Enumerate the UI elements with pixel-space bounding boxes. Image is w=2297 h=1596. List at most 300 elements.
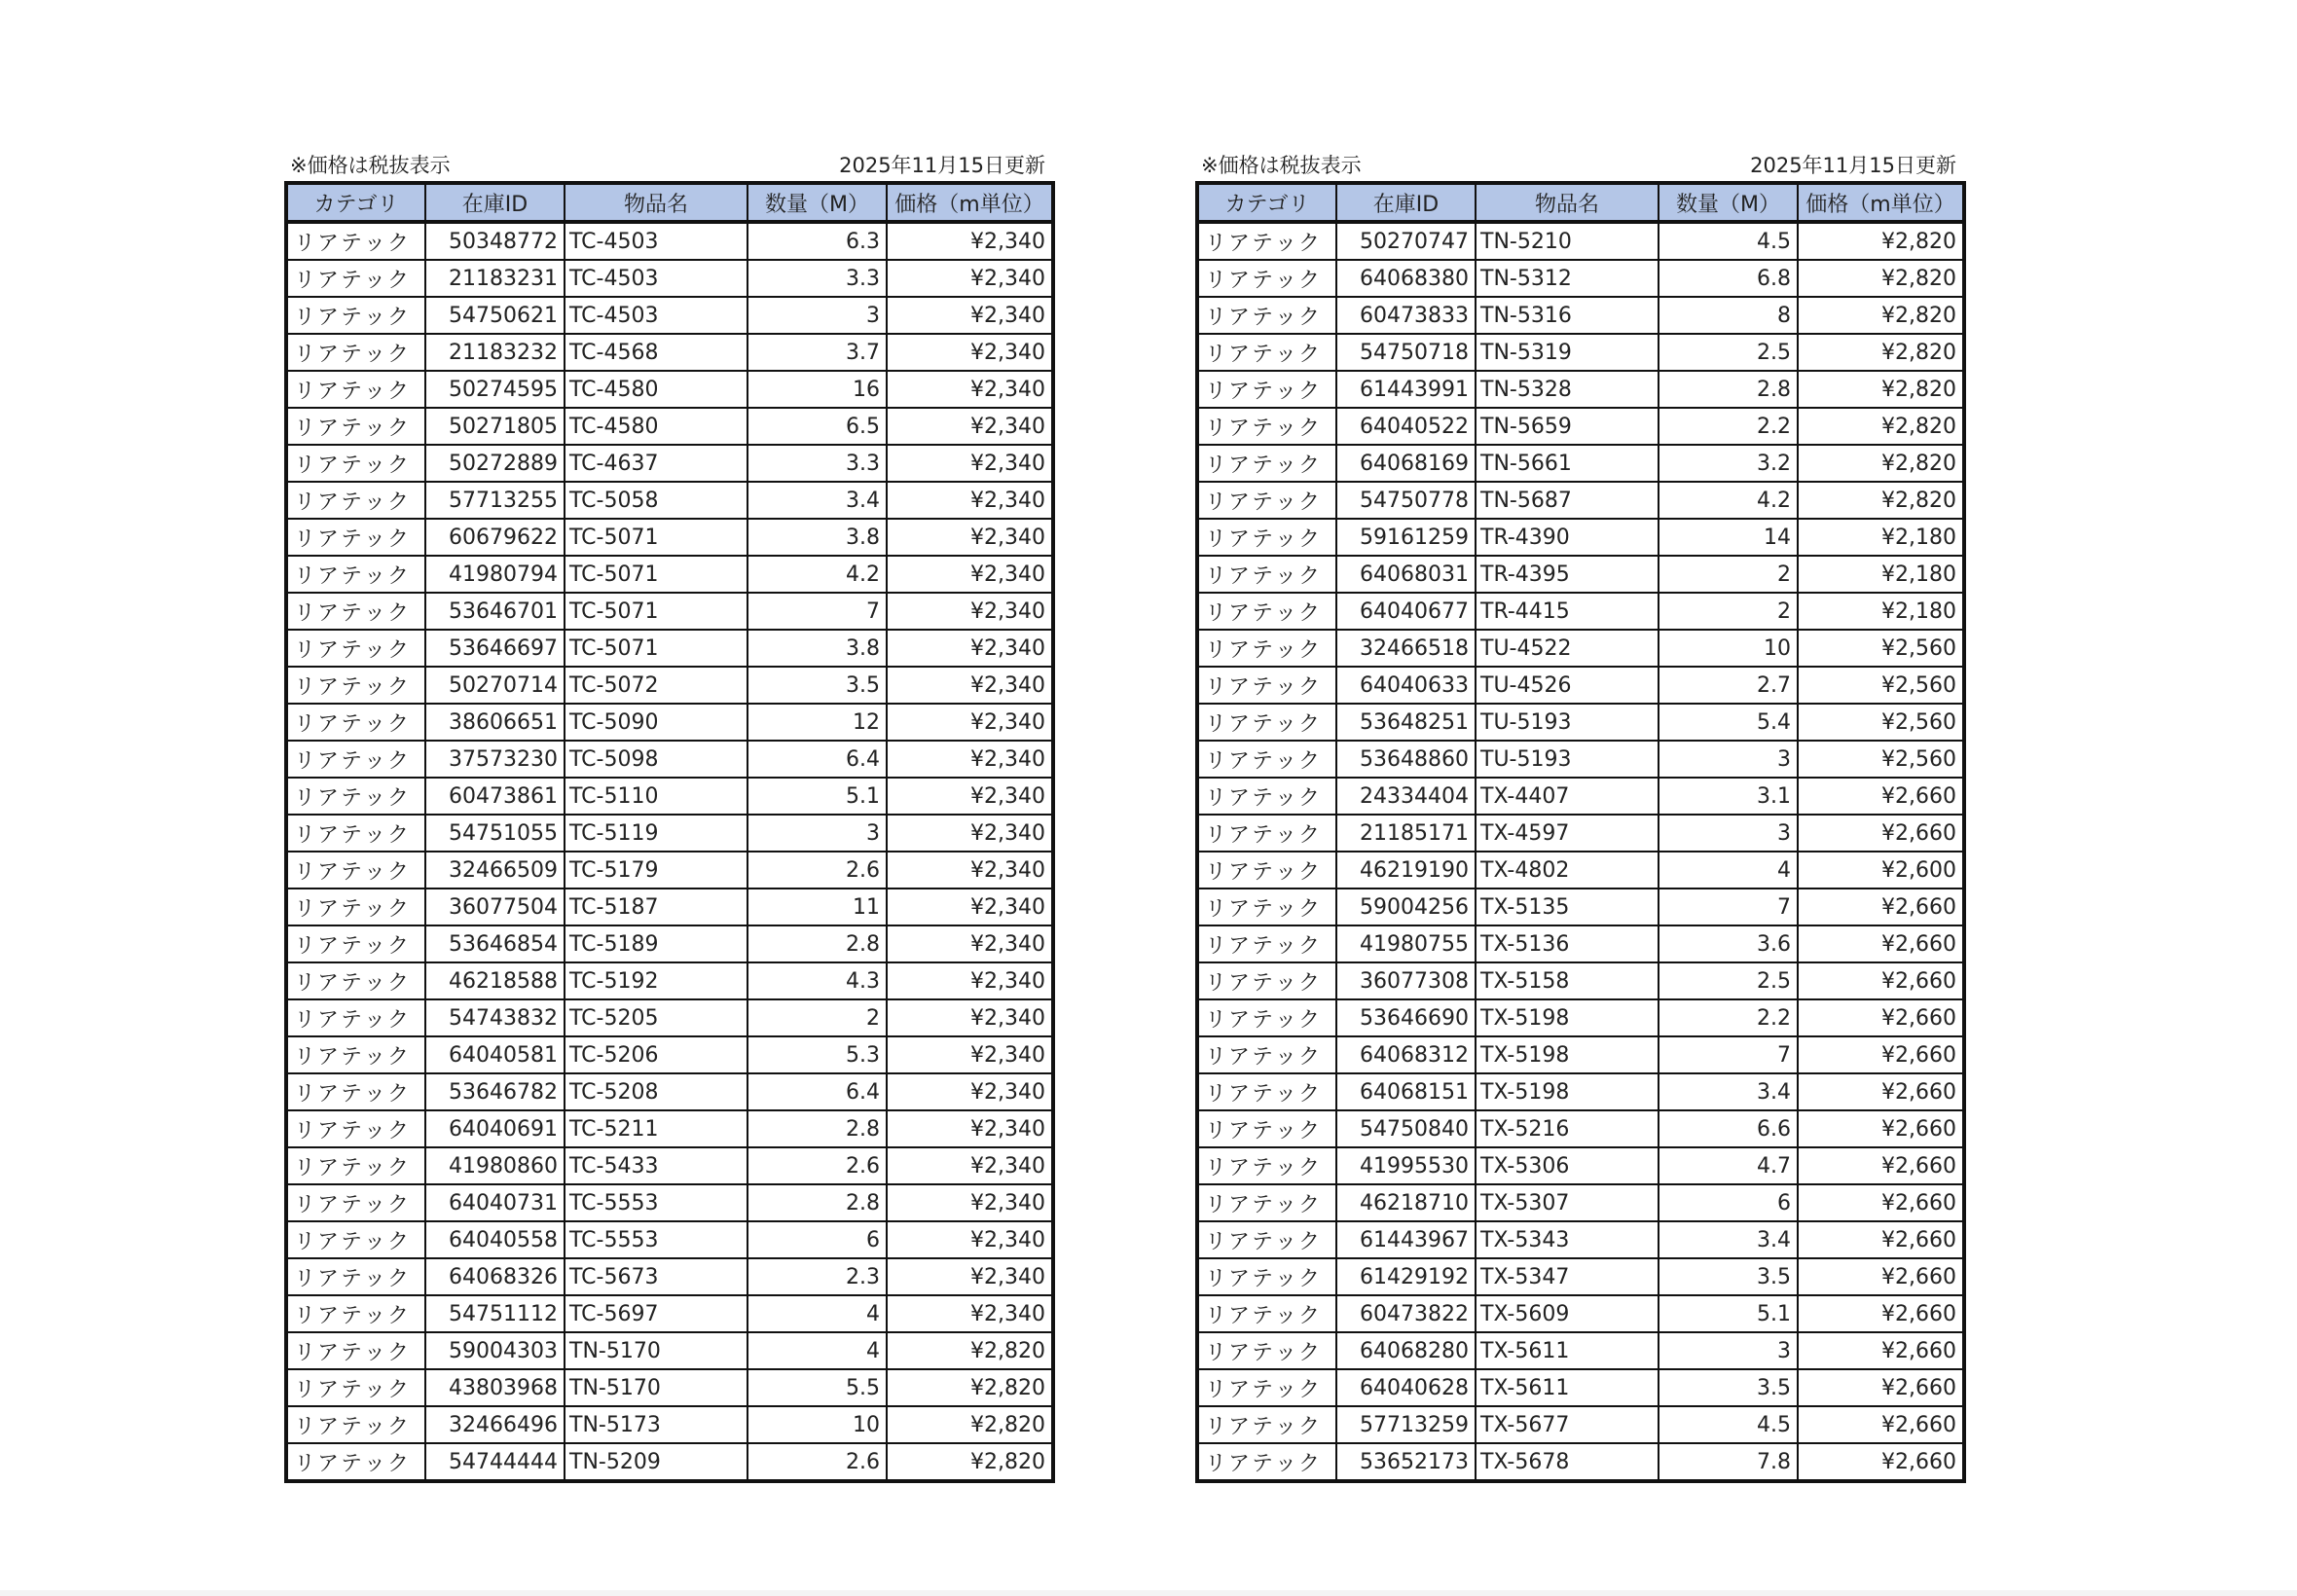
cell-stock-id: 54750718 <box>1336 334 1476 371</box>
cell-item-name: TU-4526 <box>1476 667 1659 704</box>
cell-stock-id: 54743832 <box>425 999 565 1036</box>
table-row <box>286 445 1053 482</box>
cell-price: ¥2,340 <box>887 556 1053 593</box>
page-footer-band <box>0 1590 2297 1596</box>
cell-item-name: TX-5198 <box>1476 999 1659 1036</box>
table-row <box>286 482 1053 519</box>
table-row <box>1197 408 1964 445</box>
cell-category: リアテック <box>286 889 425 925</box>
header-quantity: 数量（M） <box>747 183 887 222</box>
cell-quantity: 10 <box>747 1406 887 1443</box>
cell-category: リアテック <box>1197 1369 1336 1406</box>
cell-price: ¥2,340 <box>887 519 1053 556</box>
cell-quantity: 3.5 <box>1659 1258 1798 1295</box>
cell-category: リアテック <box>286 222 425 260</box>
cell-quantity: 16 <box>747 371 887 408</box>
cell-item-name: TC-5433 <box>565 1147 747 1184</box>
cell-stock-id: 60473822 <box>1336 1295 1476 1332</box>
cell-price: ¥2,340 <box>887 371 1053 408</box>
cell-quantity: 2.3 <box>747 1258 887 1295</box>
header-row <box>1197 183 1964 222</box>
cell-category: リアテック <box>286 260 425 297</box>
cell-item-name: TC-4503 <box>565 297 747 334</box>
cell-category: リアテック <box>286 371 425 408</box>
cell-price: ¥2,340 <box>887 334 1053 371</box>
tax-note: ※価格は税抜表示 <box>290 154 451 177</box>
cell-category: リアテック <box>1197 667 1336 704</box>
table-row <box>286 556 1053 593</box>
cell-price: ¥2,660 <box>1798 925 1964 962</box>
cell-quantity: 3.6 <box>1659 925 1798 962</box>
table-row <box>1197 1221 1964 1258</box>
cell-quantity: 4 <box>1659 852 1798 889</box>
cell-price: ¥2,340 <box>887 408 1053 445</box>
cell-item-name: TX-4597 <box>1476 815 1659 852</box>
cell-stock-id: 32466496 <box>425 1406 565 1443</box>
cell-category: リアテック <box>286 1258 425 1295</box>
cell-price: ¥2,560 <box>1798 704 1964 741</box>
table-row <box>1197 667 1964 704</box>
cell-stock-id: 64068280 <box>1336 1332 1476 1369</box>
cell-stock-id: 50270747 <box>1336 222 1476 260</box>
cell-stock-id: 64068380 <box>1336 260 1476 297</box>
cell-category: リアテック <box>1197 852 1336 889</box>
sheet-notes <box>1195 148 1962 181</box>
header-price: 価格（m単位） <box>887 183 1053 222</box>
cell-quantity: 6.4 <box>747 1073 887 1110</box>
cell-item-name: TC-4580 <box>565 371 747 408</box>
cell-price: ¥2,660 <box>1798 1147 1964 1184</box>
cell-stock-id: 21185171 <box>1336 815 1476 852</box>
table-row <box>1197 999 1964 1036</box>
table-row <box>1197 260 1964 297</box>
table-row <box>1197 297 1964 334</box>
cell-price: ¥2,660 <box>1798 1332 1964 1369</box>
cell-item-name: TX-5306 <box>1476 1147 1659 1184</box>
cell-price: ¥2,340 <box>887 630 1053 667</box>
cell-quantity: 3.5 <box>1659 1369 1798 1406</box>
table-row <box>286 1110 1053 1147</box>
cell-item-name: TC-4637 <box>565 445 747 482</box>
table-row <box>1197 1184 1964 1221</box>
cell-stock-id: 53648251 <box>1336 704 1476 741</box>
table-row <box>1197 889 1964 925</box>
cell-category: リアテック <box>286 445 425 482</box>
cell-stock-id: 53646697 <box>425 630 565 667</box>
cell-stock-id: 64068169 <box>1336 445 1476 482</box>
cell-stock-id: 57713259 <box>1336 1406 1476 1443</box>
cell-quantity: 3.4 <box>1659 1221 1798 1258</box>
cell-quantity: 3.4 <box>1659 1073 1798 1110</box>
cell-quantity: 3.8 <box>747 519 887 556</box>
cell-item-name: TX-5136 <box>1476 925 1659 962</box>
cell-category: リアテック <box>1197 1036 1336 1073</box>
cell-category: リアテック <box>1197 889 1336 925</box>
header-stock-id: 在庫ID <box>1336 183 1476 222</box>
cell-category: リアテック <box>286 408 425 445</box>
table-row <box>1197 1295 1964 1332</box>
cell-stock-id: 64040522 <box>1336 408 1476 445</box>
cell-category: リアテック <box>1197 1332 1336 1369</box>
cell-quantity: 2.5 <box>1659 962 1798 999</box>
cell-item-name: TC-5192 <box>565 962 747 999</box>
cell-price: ¥2,560 <box>1798 667 1964 704</box>
cell-stock-id: 50271805 <box>425 408 565 445</box>
cell-category: リアテック <box>286 334 425 371</box>
cell-price: ¥2,340 <box>887 1184 1053 1221</box>
cell-category: リアテック <box>286 925 425 962</box>
cell-price: ¥2,820 <box>1798 408 1964 445</box>
table-row <box>1197 482 1964 519</box>
cell-item-name: TX-4407 <box>1476 778 1659 815</box>
cell-item-name: TR-4395 <box>1476 556 1659 593</box>
cell-stock-id: 64068312 <box>1336 1036 1476 1073</box>
table-row <box>1197 222 1964 260</box>
cell-item-name: TC-5189 <box>565 925 747 962</box>
cell-item-name: TC-5697 <box>565 1295 747 1332</box>
cell-item-name: TC-5211 <box>565 1110 747 1147</box>
cell-item-name: TN-5659 <box>1476 408 1659 445</box>
table-row <box>1197 815 1964 852</box>
cell-quantity: 5.3 <box>747 1036 887 1073</box>
cell-quantity: 6.5 <box>747 408 887 445</box>
cell-price: ¥2,340 <box>887 593 1053 630</box>
cell-quantity: 2 <box>747 999 887 1036</box>
cell-category: リアテック <box>1197 334 1336 371</box>
header-price: 価格（m単位） <box>1798 183 1964 222</box>
cell-price: ¥2,340 <box>887 999 1053 1036</box>
table-row <box>286 260 1053 297</box>
cell-price: ¥2,340 <box>887 1036 1053 1073</box>
inventory-table <box>284 181 1055 1483</box>
cell-stock-id: 50272889 <box>425 445 565 482</box>
cell-item-name: TU-5193 <box>1476 704 1659 741</box>
cell-price: ¥2,340 <box>887 1295 1053 1332</box>
cell-item-name: TC-5110 <box>565 778 747 815</box>
cell-price: ¥2,340 <box>887 1073 1053 1110</box>
cell-price: ¥2,660 <box>1798 962 1964 999</box>
cell-stock-id: 46218710 <box>1336 1184 1476 1221</box>
table-row <box>286 815 1053 852</box>
cell-item-name: TN-5170 <box>565 1332 747 1369</box>
cell-stock-id: 64040633 <box>1336 667 1476 704</box>
cell-category: リアテック <box>1197 408 1336 445</box>
cell-price: ¥2,180 <box>1798 519 1964 556</box>
table-row <box>286 630 1053 667</box>
cell-stock-id: 43803968 <box>425 1369 565 1406</box>
cell-price: ¥2,660 <box>1798 1036 1964 1073</box>
cell-item-name: TC-5119 <box>565 815 747 852</box>
cell-item-name: TN-5312 <box>1476 260 1659 297</box>
cell-quantity: 2 <box>1659 556 1798 593</box>
cell-category: リアテック <box>286 1406 425 1443</box>
cell-stock-id: 46218588 <box>425 962 565 999</box>
cell-price: ¥2,660 <box>1798 1110 1964 1147</box>
cell-price: ¥2,820 <box>887 1406 1053 1443</box>
cell-quantity: 6.8 <box>1659 260 1798 297</box>
cell-stock-id: 41980794 <box>425 556 565 593</box>
cell-quantity: 4 <box>747 1332 887 1369</box>
cell-quantity: 14 <box>1659 519 1798 556</box>
table-row <box>1197 593 1964 630</box>
cell-category: リアテック <box>1197 704 1336 741</box>
cell-quantity: 3.7 <box>747 334 887 371</box>
cell-stock-id: 64040628 <box>1336 1369 1476 1406</box>
cell-stock-id: 54750778 <box>1336 482 1476 519</box>
cell-price: ¥2,660 <box>1798 1369 1964 1406</box>
cell-category: リアテック <box>286 1369 425 1406</box>
table-row <box>1197 925 1964 962</box>
cell-quantity: 4.5 <box>1659 1406 1798 1443</box>
cell-quantity: 11 <box>747 889 887 925</box>
table-body <box>286 222 1053 1481</box>
cell-price: ¥2,820 <box>887 1443 1053 1481</box>
cell-quantity: 2.6 <box>747 1443 887 1481</box>
cell-item-name: TC-5071 <box>565 556 747 593</box>
table-row <box>286 1406 1053 1443</box>
cell-item-name: TR-4415 <box>1476 593 1659 630</box>
cell-stock-id: 57713255 <box>425 482 565 519</box>
cell-category: リアテック <box>1197 925 1336 962</box>
cell-quantity: 7.8 <box>1659 1443 1798 1481</box>
table-row <box>286 704 1053 741</box>
cell-price: ¥2,660 <box>1798 1073 1964 1110</box>
cell-category: リアテック <box>1197 999 1336 1036</box>
cell-price: ¥2,180 <box>1798 593 1964 630</box>
cell-stock-id: 41980860 <box>425 1147 565 1184</box>
cell-category: リアテック <box>1197 1073 1336 1110</box>
table-row <box>286 593 1053 630</box>
cell-quantity: 7 <box>1659 1036 1798 1073</box>
cell-category: リアテック <box>1197 1221 1336 1258</box>
cell-item-name: TC-5071 <box>565 519 747 556</box>
cell-price: ¥2,660 <box>1798 815 1964 852</box>
cell-category: リアテック <box>1197 741 1336 778</box>
cell-item-name: TN-5209 <box>565 1443 747 1481</box>
cell-price: ¥2,340 <box>887 445 1053 482</box>
cell-stock-id: 32466518 <box>1336 630 1476 667</box>
table-row <box>1197 334 1964 371</box>
cell-quantity: 12 <box>747 704 887 741</box>
cell-quantity: 3.5 <box>747 667 887 704</box>
cell-quantity: 6 <box>1659 1184 1798 1221</box>
cell-quantity: 2 <box>1659 593 1798 630</box>
header-category: カテゴリ <box>286 183 425 222</box>
cell-stock-id: 21183232 <box>425 334 565 371</box>
cell-stock-id: 60679622 <box>425 519 565 556</box>
cell-stock-id: 64040558 <box>425 1221 565 1258</box>
cell-stock-id: 60473861 <box>425 778 565 815</box>
cell-item-name: TU-4522 <box>1476 630 1659 667</box>
cell-price: ¥2,820 <box>1798 297 1964 334</box>
cell-category: リアテック <box>1197 593 1336 630</box>
header-category: カテゴリ <box>1197 183 1336 222</box>
cell-item-name: TC-5071 <box>565 593 747 630</box>
cell-item-name: TX-5158 <box>1476 962 1659 999</box>
cell-category: リアテック <box>1197 519 1336 556</box>
cell-stock-id: 59161259 <box>1336 519 1476 556</box>
updated-date: 2025年11月15日更新 <box>1750 154 1956 177</box>
cell-stock-id: 61429192 <box>1336 1258 1476 1295</box>
cell-stock-id: 24334404 <box>1336 778 1476 815</box>
cell-stock-id: 50348772 <box>425 222 565 260</box>
table-row <box>1197 1036 1964 1073</box>
cell-price: ¥2,340 <box>887 815 1053 852</box>
cell-stock-id: 36077504 <box>425 889 565 925</box>
cell-category: リアテック <box>1197 1110 1336 1147</box>
cell-price: ¥2,660 <box>1798 999 1964 1036</box>
cell-stock-id: 54750840 <box>1336 1110 1476 1147</box>
table-row <box>1197 371 1964 408</box>
cell-category: リアテック <box>286 630 425 667</box>
table-row <box>286 1369 1053 1406</box>
cell-quantity: 2.8 <box>747 1184 887 1221</box>
table-row <box>286 408 1053 445</box>
cell-quantity: 6 <box>747 1221 887 1258</box>
cell-price: ¥2,820 <box>887 1332 1053 1369</box>
cell-category: リアテック <box>286 519 425 556</box>
cell-item-name: TX-5343 <box>1476 1221 1659 1258</box>
updated-date: 2025年11月15日更新 <box>839 154 1045 177</box>
cell-item-name: TX-4802 <box>1476 852 1659 889</box>
header-quantity: 数量（M） <box>1659 183 1798 222</box>
cell-stock-id: 53648860 <box>1336 741 1476 778</box>
cell-stock-id: 37573230 <box>425 741 565 778</box>
cell-item-name: TC-5179 <box>565 852 747 889</box>
cell-price: ¥2,820 <box>1798 445 1964 482</box>
cell-quantity: 2.8 <box>747 925 887 962</box>
cell-stock-id: 41980755 <box>1336 925 1476 962</box>
cell-stock-id: 54751112 <box>425 1295 565 1332</box>
cell-category: リアテック <box>1197 260 1336 297</box>
cell-quantity: 2.5 <box>1659 334 1798 371</box>
cell-item-name: TN-5319 <box>1476 334 1659 371</box>
cell-quantity: 7 <box>1659 889 1798 925</box>
cell-category: リアテック <box>1197 482 1336 519</box>
cell-category: リアテック <box>286 962 425 999</box>
cell-item-name: TX-5198 <box>1476 1036 1659 1073</box>
cell-item-name: TX-5216 <box>1476 1110 1659 1147</box>
table-row <box>286 1295 1053 1332</box>
cell-category: リアテック <box>286 778 425 815</box>
cell-quantity: 3 <box>747 815 887 852</box>
table-row <box>1197 852 1964 889</box>
cell-quantity: 4.7 <box>1659 1147 1798 1184</box>
cell-category: リアテック <box>286 1110 425 1147</box>
cell-quantity: 3.4 <box>747 482 887 519</box>
cell-quantity: 5.1 <box>1659 1295 1798 1332</box>
cell-category: リアテック <box>1197 1184 1336 1221</box>
table-row <box>286 519 1053 556</box>
cell-price: ¥2,660 <box>1798 1184 1964 1221</box>
cell-stock-id: 64040731 <box>425 1184 565 1221</box>
cell-item-name: TX-5611 <box>1476 1369 1659 1406</box>
cell-price: ¥2,660 <box>1798 778 1964 815</box>
cell-price: ¥2,340 <box>887 925 1053 962</box>
cell-stock-id: 53646782 <box>425 1073 565 1110</box>
cell-price: ¥2,340 <box>887 260 1053 297</box>
cell-stock-id: 64068326 <box>425 1258 565 1295</box>
cell-price: ¥2,660 <box>1798 1221 1964 1258</box>
cell-price: ¥2,340 <box>887 778 1053 815</box>
cell-category: リアテック <box>286 852 425 889</box>
cell-quantity: 3.8 <box>747 630 887 667</box>
cell-price: ¥2,560 <box>1798 630 1964 667</box>
cell-category: リアテック <box>1197 1406 1336 1443</box>
table-row <box>1197 445 1964 482</box>
cell-item-name: TN-5328 <box>1476 371 1659 408</box>
cell-category: リアテック <box>286 556 425 593</box>
table-row <box>1197 1110 1964 1147</box>
cell-item-name: TC-5098 <box>565 741 747 778</box>
table-row <box>286 925 1053 962</box>
cell-item-name: TC-5208 <box>565 1073 747 1110</box>
cell-quantity: 4.5 <box>1659 222 1798 260</box>
table-row <box>286 962 1053 999</box>
cell-price: ¥2,660 <box>1798 1295 1964 1332</box>
cell-quantity: 2.2 <box>1659 408 1798 445</box>
cell-item-name: TX-5198 <box>1476 1073 1659 1110</box>
cell-category: リアテック <box>286 593 425 630</box>
cell-category: リアテック <box>286 667 425 704</box>
header-item-name: 物品名 <box>1476 183 1659 222</box>
cell-price: ¥2,340 <box>887 667 1053 704</box>
cell-category: リアテック <box>286 1443 425 1481</box>
cell-category: リアテック <box>286 1332 425 1369</box>
cell-quantity: 6.6 <box>1659 1110 1798 1147</box>
table-row <box>286 1332 1053 1369</box>
table-row <box>1197 519 1964 556</box>
cell-category: リアテック <box>286 1073 425 1110</box>
cell-quantity: 3 <box>1659 815 1798 852</box>
table-row <box>1197 1369 1964 1406</box>
cell-stock-id: 50274595 <box>425 371 565 408</box>
cell-quantity: 2.7 <box>1659 667 1798 704</box>
table-row <box>286 297 1053 334</box>
cell-item-name: TC-5206 <box>565 1036 747 1073</box>
table-row <box>286 667 1053 704</box>
table-row <box>286 741 1053 778</box>
cell-item-name: TN-5661 <box>1476 445 1659 482</box>
cell-stock-id: 53652173 <box>1336 1443 1476 1481</box>
table-row <box>286 1147 1053 1184</box>
cell-quantity: 4 <box>747 1295 887 1332</box>
cell-item-name: TN-5316 <box>1476 297 1659 334</box>
cell-category: リアテック <box>1197 1147 1336 1184</box>
cell-price: ¥2,820 <box>1798 260 1964 297</box>
cell-category: リアテック <box>286 1221 425 1258</box>
table-row <box>286 334 1053 371</box>
cell-stock-id: 54744444 <box>425 1443 565 1481</box>
sheet-notes <box>284 148 1051 181</box>
cell-category: リアテック <box>286 482 425 519</box>
cell-item-name: TC-4568 <box>565 334 747 371</box>
cell-price: ¥2,820 <box>1798 482 1964 519</box>
cell-price: ¥2,340 <box>887 889 1053 925</box>
cell-price: ¥2,820 <box>887 1369 1053 1406</box>
table-row <box>286 1258 1053 1295</box>
cell-quantity: 8 <box>1659 297 1798 334</box>
cell-category: リアテック <box>1197 445 1336 482</box>
cell-price: ¥2,820 <box>1798 222 1964 260</box>
table-row <box>1197 704 1964 741</box>
cell-stock-id: 59004256 <box>1336 889 1476 925</box>
cell-quantity: 3 <box>747 297 887 334</box>
cell-quantity: 5.5 <box>747 1369 887 1406</box>
table-row <box>1197 1147 1964 1184</box>
cell-stock-id: 54750621 <box>425 297 565 334</box>
cell-stock-id: 53646854 <box>425 925 565 962</box>
